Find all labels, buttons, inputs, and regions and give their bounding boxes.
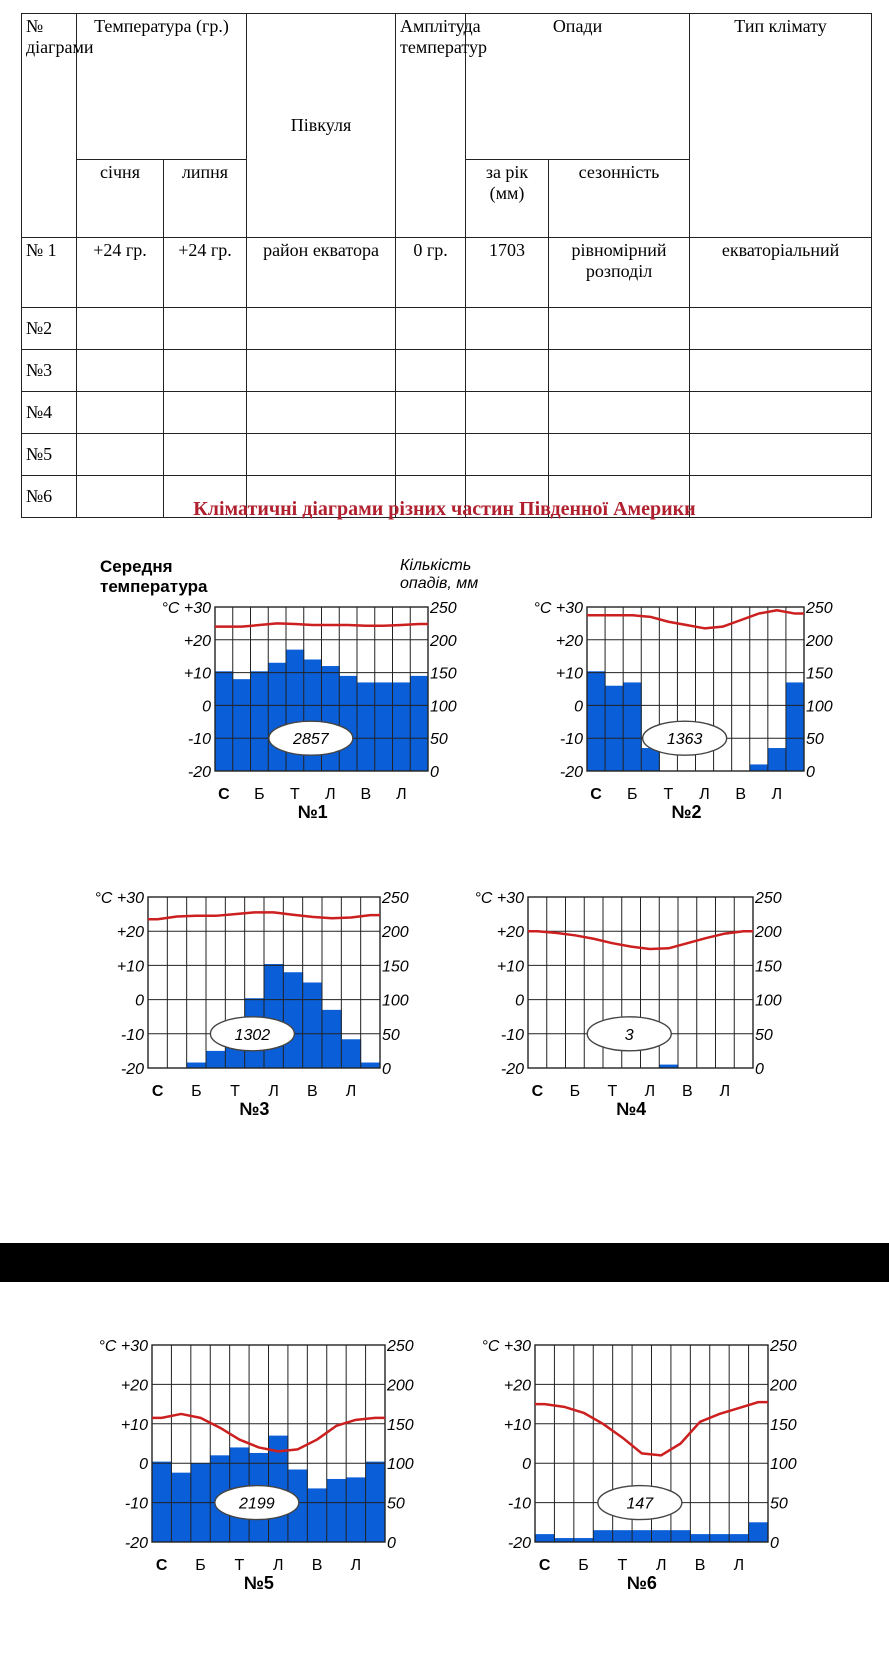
annual-total-label-5: 2199 — [239, 1495, 275, 1513]
table-cell-hemisphere: район екватора — [247, 238, 396, 308]
precip-bar-1-11 — [393, 682, 411, 771]
temp-tick-label: -20 — [500, 1061, 524, 1078]
temp-tick-label: +20 — [496, 924, 524, 942]
precip-tick-label: 200 — [806, 632, 833, 650]
header-amplitude: Амплітуда температур — [396, 14, 466, 238]
precip-tick-label: 100 — [755, 992, 782, 1010]
month-label: Б — [626, 786, 638, 803]
table-cell-jan: +24 гр. — [77, 238, 164, 308]
month-label: С — [151, 1083, 164, 1100]
month-label: Л — [268, 1083, 279, 1100]
month-label: Л — [771, 786, 783, 803]
diagram-caption-4: №4 — [616, 1099, 647, 1119]
table-cell-num: №2 — [22, 308, 77, 350]
precip-bar-1-10 — [375, 682, 393, 771]
precip-bar-6-9 — [690, 1534, 710, 1542]
month-label: Т — [230, 1083, 240, 1100]
precip-tick-label: 250 — [806, 600, 833, 617]
temperature-line-1 — [215, 623, 428, 626]
annual-total-label-4: 3 — [624, 1026, 634, 1044]
month-label: С — [155, 1557, 168, 1574]
precip-tick-label: 0 — [755, 1061, 764, 1078]
precip-bar-2-3 — [623, 682, 642, 771]
table-cell-jul: +24 гр. — [164, 238, 247, 308]
precip-bar-3-7 — [264, 964, 284, 1068]
temp-tick-label: °С +30 — [481, 1338, 531, 1355]
precip-bar-1-7 — [322, 666, 340, 771]
month-label: В — [306, 1083, 318, 1100]
precip-bar-1-12 — [410, 676, 428, 771]
month-label: Л — [719, 1083, 731, 1100]
month-label: Т — [234, 1557, 245, 1574]
temp-tick-label: +20 — [116, 924, 144, 942]
precip-tick-label: 50 — [387, 1495, 405, 1513]
month-label: Т — [663, 786, 674, 803]
temp-tick-label: -10 — [559, 731, 583, 749]
precip-tick-label: 50 — [382, 1026, 400, 1044]
precip-bar-3-11 — [341, 1039, 361, 1068]
temp-tick-label: 0 — [574, 698, 583, 716]
annual-total-label-1: 2857 — [293, 731, 329, 749]
annual-total-label-6: 147 — [626, 1495, 654, 1513]
temp-title-line1: Середня — [100, 557, 173, 576]
section-title: Кліматичні діаграми різних частин Південної Америки — [193, 498, 696, 520]
precip-tick-label: 200 — [755, 924, 782, 942]
temp-tick-label: 0 — [135, 992, 144, 1010]
month-label: С — [590, 786, 602, 803]
temp-tick-label: +10 — [183, 665, 211, 683]
month-label: Т — [617, 1557, 628, 1574]
temp-tick-label: °С +30 — [98, 1338, 148, 1355]
month-label: Л — [396, 786, 407, 803]
month-label: Л — [345, 1083, 357, 1100]
temp-tick-label: -10 — [507, 1495, 531, 1513]
temp-tick-label: +10 — [555, 665, 583, 683]
precip-bar-5-11 — [346, 1477, 366, 1542]
temp-title-line2: температура — [100, 577, 208, 596]
header-num: № діаграми — [22, 14, 77, 238]
precip-bar-6-4 — [593, 1530, 613, 1542]
month-label: С — [531, 1083, 544, 1100]
month-label: Л — [272, 1557, 284, 1574]
precip-tick-label: 250 — [430, 600, 457, 617]
precip-tick-label: 50 — [430, 731, 448, 749]
precip-tick-label: 200 — [387, 1377, 414, 1395]
diagram-caption-5: №5 — [243, 1573, 274, 1593]
precip-tick-label: 150 — [382, 958, 409, 976]
temp-tick-label: +10 — [120, 1416, 148, 1434]
table-cell-year: 1703 — [466, 238, 549, 308]
precip-tick-label: 250 — [382, 890, 409, 907]
precip-tick-label: 0 — [382, 1061, 391, 1078]
precip-tick-label: 250 — [387, 1338, 414, 1355]
precip-tick-label: 150 — [806, 665, 833, 683]
diagram-caption-2: №2 — [671, 802, 702, 822]
precip-tick-label: 250 — [755, 890, 782, 907]
month-label: В — [735, 786, 747, 803]
precip-bar-2-12 — [786, 682, 805, 771]
precip-tick-label: 200 — [770, 1377, 797, 1395]
temp-tick-label: -20 — [124, 1535, 148, 1552]
month-label: Л — [699, 786, 710, 803]
precip-tick-label: 100 — [387, 1456, 414, 1474]
month-label: В — [694, 1557, 706, 1574]
month-label: Б — [254, 786, 265, 803]
month-label: Б — [195, 1557, 206, 1574]
precip-bar-6-5 — [613, 1530, 633, 1542]
month-label: Л — [733, 1557, 745, 1574]
precip-bar-1-2 — [233, 679, 251, 771]
precip-tick-label: 200 — [382, 924, 409, 942]
precip-title-line1: Кількість — [400, 557, 472, 574]
precip-bar-6-1 — [535, 1534, 555, 1542]
temp-tick-label: 0 — [522, 1456, 531, 1474]
temp-tick-label: 0 — [515, 992, 524, 1010]
precip-bar-3-9 — [303, 983, 323, 1069]
precip-tick-label: 0 — [770, 1535, 779, 1552]
temp-tick-label: +10 — [116, 958, 144, 976]
table-cell-num: №5 — [22, 434, 77, 476]
month-label: Т — [289, 786, 300, 803]
precip-bar-3-12 — [361, 1063, 381, 1068]
month-label: Л — [644, 1083, 656, 1100]
month-label: В — [311, 1557, 323, 1574]
precip-tick-label: 250 — [770, 1338, 797, 1355]
temp-tick-label: -10 — [120, 1026, 144, 1044]
table-cell-climate: екваторіальний — [690, 238, 872, 308]
temp-tick-label: +20 — [120, 1377, 148, 1395]
precip-bar-6-10 — [710, 1534, 730, 1542]
precip-title-line2: опадів, мм — [400, 575, 479, 592]
precip-bar-5-1 — [152, 1462, 172, 1542]
annual-total-label-3: 1302 — [234, 1026, 271, 1044]
precip-tick-label: 50 — [806, 731, 824, 749]
precip-bar-6-11 — [729, 1534, 749, 1542]
header-july: липня — [164, 160, 247, 238]
precip-bar-1-9 — [357, 682, 375, 771]
month-label: В — [360, 786, 372, 803]
precip-tick-label: 100 — [382, 992, 409, 1010]
diagram-caption-6: №6 — [626, 1573, 657, 1593]
precip-tick-label: 100 — [806, 698, 833, 716]
precip-bar-2-11 — [768, 748, 787, 771]
temp-tick-label: +20 — [555, 632, 583, 650]
month-label: Л — [325, 786, 336, 803]
precip-bar-3-8 — [283, 972, 303, 1068]
temp-tick-label: -20 — [507, 1535, 531, 1552]
table-cell-num: № 1 — [22, 238, 77, 308]
header-climate-type: Тип клімату — [690, 14, 872, 238]
month-label: С — [218, 786, 230, 803]
precip-tick-label: 0 — [387, 1535, 396, 1552]
temp-tick-label: +10 — [496, 958, 524, 976]
temp-tick-label: °С +30 — [161, 600, 211, 617]
temp-tick-label: °С +30 — [533, 600, 583, 617]
precip-tick-label: 50 — [770, 1495, 788, 1513]
month-label: Т — [607, 1083, 618, 1100]
month-label: Б — [569, 1083, 581, 1100]
precip-bar-1-8 — [339, 676, 357, 771]
month-label: Л — [350, 1557, 362, 1574]
header-hemisphere: Півкуля — [247, 14, 396, 238]
table-cell-num: №6 — [22, 476, 77, 518]
table-cell-num: №3 — [22, 350, 77, 392]
header-per-year: за рік (мм) — [466, 160, 549, 238]
precip-bar-1-3 — [251, 671, 269, 771]
header-seasonality: сезонність — [549, 160, 690, 238]
precip-bar-5-12 — [366, 1462, 386, 1542]
month-label: С — [538, 1557, 551, 1574]
temp-tick-label: °С +30 — [474, 890, 524, 907]
precip-tick-label: 100 — [770, 1456, 797, 1474]
month-label: В — [682, 1083, 693, 1100]
precip-bar-1-4 — [268, 663, 286, 771]
header-precipitation: Опади — [466, 14, 690, 160]
temp-tick-label: +20 — [503, 1377, 531, 1395]
precip-bar-6-12 — [749, 1522, 769, 1542]
precip-tick-label: 150 — [387, 1416, 414, 1434]
month-label: Б — [191, 1083, 202, 1100]
precip-tick-label: 150 — [755, 958, 782, 976]
month-label: Л — [655, 1557, 667, 1574]
precip-bar-2-1 — [587, 671, 606, 771]
precip-tick-label: 150 — [770, 1416, 797, 1434]
temp-tick-label: °С +30 — [94, 890, 144, 907]
temp-tick-label: 0 — [139, 1456, 148, 1474]
header-temperature: Температура (гр.) — [77, 14, 247, 160]
temp-tick-label: -20 — [120, 1061, 144, 1078]
precip-bar-5-9 — [307, 1488, 327, 1542]
diagram-caption-3: №3 — [239, 1099, 270, 1119]
precip-tick-label: 50 — [755, 1026, 773, 1044]
precip-bar-2-2 — [605, 686, 624, 771]
table-cell-season: рівномірний розподіл — [549, 238, 690, 308]
temp-tick-label: -20 — [559, 764, 583, 781]
precip-bar-6-8 — [671, 1530, 691, 1542]
precip-bar-5-10 — [327, 1479, 347, 1542]
precip-tick-label: 150 — [430, 665, 457, 683]
precip-tick-label: 100 — [430, 698, 457, 716]
temp-tick-label: -10 — [187, 731, 211, 749]
precip-bar-1-1 — [215, 671, 233, 771]
table-cell-amplitude: 0 гр. — [396, 238, 466, 308]
temp-tick-label: 0 — [202, 698, 211, 716]
precip-bar-2-10 — [750, 764, 769, 771]
precip-bar-5-2 — [171, 1473, 191, 1542]
header-january: січня — [77, 160, 164, 238]
temp-tick-label: -10 — [500, 1026, 524, 1044]
precip-tick-label: 0 — [806, 764, 815, 781]
temp-tick-label: -10 — [124, 1495, 148, 1513]
month-label: Б — [578, 1557, 589, 1574]
temp-tick-label: -20 — [187, 764, 211, 781]
precip-bar-3-10 — [322, 1010, 342, 1068]
temp-tick-label: +10 — [503, 1416, 531, 1434]
temp-tick-label: +20 — [183, 632, 211, 650]
diagram-caption-1: №1 — [297, 802, 328, 822]
precip-tick-label: 0 — [430, 764, 439, 781]
precip-bar-6-7 — [652, 1530, 672, 1542]
annual-total-label-2: 1363 — [666, 731, 703, 749]
precip-tick-label: 200 — [430, 632, 457, 650]
precip-bar-3-3 — [187, 1063, 207, 1068]
precip-bar-6-6 — [632, 1530, 652, 1542]
precip-bar-3-4 — [206, 1051, 226, 1068]
table-cell-num: №4 — [22, 392, 77, 434]
